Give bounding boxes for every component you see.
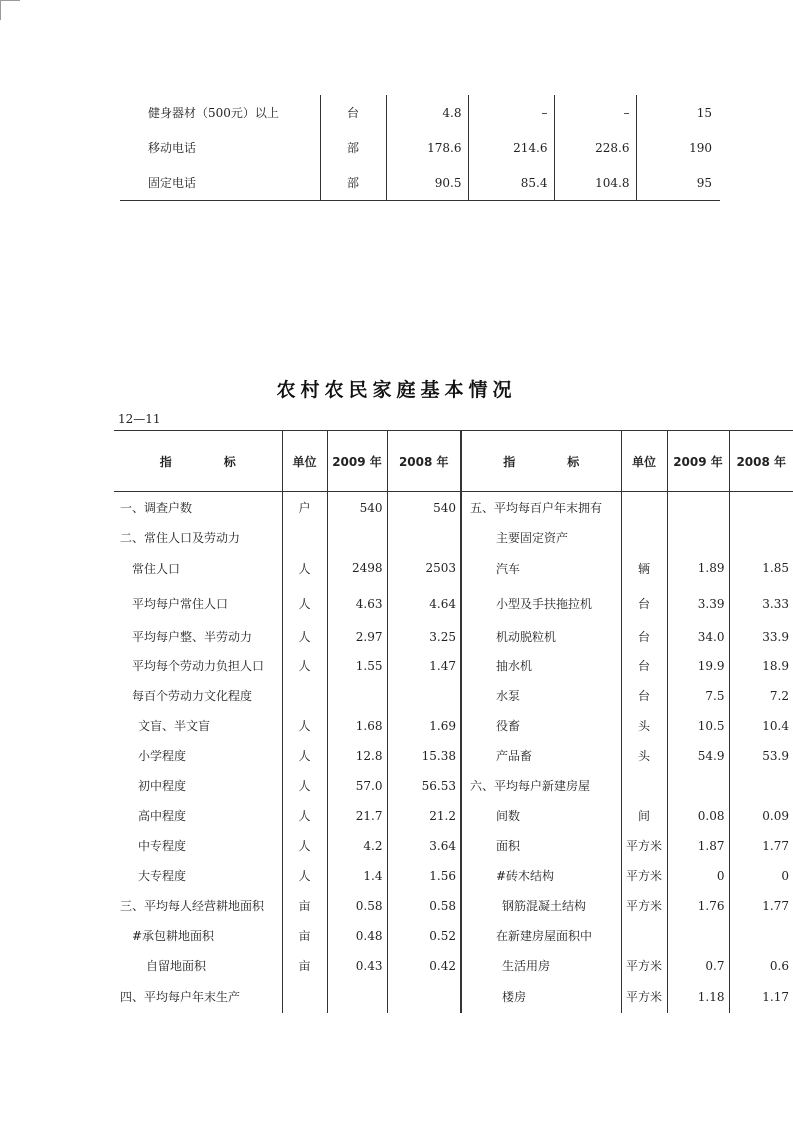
- value-cell: –: [468, 95, 554, 130]
- left-unit: [282, 524, 327, 552]
- header-2008-right: 2008 年: [729, 431, 793, 492]
- table-row: [114, 651, 793, 681]
- right-indicator: 主要固定资产: [461, 524, 621, 552]
- left-2008-value: [387, 681, 461, 711]
- right-2008-value: 18.9: [729, 651, 793, 681]
- right-unit: 台: [621, 585, 667, 623]
- page-title: 农村农民家庭基本情况: [276, 379, 517, 401]
- left-indicator: 每百个劳动力文化程度: [132, 689, 253, 703]
- left-2008-value: 1.69: [387, 711, 461, 741]
- right-indicator: 役畜: [461, 711, 621, 741]
- table-row: [114, 585, 793, 623]
- left-unit: 人: [282, 711, 327, 741]
- page-corner-mark: [0, 0, 1, 20]
- left-2008-value: 2503: [387, 552, 461, 585]
- right-unit: [621, 921, 667, 951]
- left-2009-value: 4.63: [327, 585, 387, 623]
- right-unit: 平方米: [621, 951, 667, 981]
- left-indicator: 二、常住人口及劳动力: [120, 531, 241, 545]
- right-2008-value: 0: [729, 861, 793, 891]
- right-2009-value: 10.5: [667, 711, 729, 741]
- left-unit: 人: [282, 552, 327, 585]
- top-table-row: [120, 165, 720, 201]
- right-indicator: 间数: [461, 801, 621, 831]
- right-indicator: 汽车: [461, 552, 621, 585]
- table-row: [114, 741, 793, 771]
- value-cell: 4.8: [386, 95, 468, 130]
- left-2009-value: 57.0: [327, 771, 387, 801]
- right-2009-value: 0: [667, 861, 729, 891]
- left-2009-value: 1.4: [327, 861, 387, 891]
- header-2009-right: 2009 年: [667, 431, 729, 492]
- top-table-row: [120, 95, 720, 130]
- left-unit: [282, 681, 327, 711]
- left-2009-value: 12.8: [327, 741, 387, 771]
- right-unit: [621, 771, 667, 801]
- left-unit: 人: [282, 623, 327, 651]
- right-indicator: 水泵: [461, 681, 621, 711]
- right-unit: 平方米: [621, 831, 667, 861]
- left-2009-value: [327, 524, 387, 552]
- right-unit: 间: [621, 801, 667, 831]
- left-2008-value: 15.38: [387, 741, 461, 771]
- table-row: [114, 951, 793, 981]
- left-unit: 人: [282, 585, 327, 623]
- right-indicator: 抽水机: [461, 651, 621, 681]
- header-unit-right: 单位: [621, 431, 667, 492]
- right-2008-value: 1.17: [729, 981, 793, 1013]
- right-2009-value: 1.89: [667, 552, 729, 585]
- table-row: [114, 681, 793, 711]
- left-indicator: 文盲、半文盲: [138, 719, 211, 733]
- right-2008-value: 7.2: [729, 681, 793, 711]
- right-unit: 平方米: [621, 891, 667, 921]
- right-unit: 平方米: [621, 981, 667, 1013]
- right-2008-value: 1.77: [729, 831, 793, 861]
- top-table-row: [120, 130, 720, 165]
- left-2008-value: 1.47: [387, 651, 461, 681]
- right-2008-value: 33.9: [729, 623, 793, 651]
- table-code: 12—11: [118, 412, 161, 426]
- right-2009-value: [667, 921, 729, 951]
- right-2009-value: [667, 771, 729, 801]
- left-2008-value: 3.25: [387, 623, 461, 651]
- right-2008-value: 10.4: [729, 711, 793, 741]
- table-row: [114, 801, 793, 831]
- value-cell: 214.6: [468, 130, 554, 165]
- left-indicator: 小学程度: [138, 749, 187, 763]
- right-indicator: 五、平均每百户年末拥有: [461, 492, 621, 524]
- table-row: [114, 711, 793, 741]
- header-2008: 2008 年: [387, 431, 461, 492]
- left-2008-value: 3.64: [387, 831, 461, 861]
- right-2009-value: 1.76: [667, 891, 729, 921]
- table-row: [114, 831, 793, 861]
- right-indicator: 小型及手扶拖拉机: [461, 585, 621, 623]
- left-2009-value: 4.2: [327, 831, 387, 861]
- left-2009-value: 0.43: [327, 951, 387, 981]
- right-2009-value: 0.7: [667, 951, 729, 981]
- rural-household-table: [114, 430, 793, 1013]
- right-unit: 辆: [621, 552, 667, 585]
- left-indicator: 一、调查户数: [120, 501, 193, 516]
- item-name: 固定电话: [120, 165, 320, 201]
- header-unit: 单位: [282, 431, 327, 492]
- right-unit: [621, 492, 667, 524]
- value-cell: 178.6: [386, 130, 468, 165]
- table-row: [114, 552, 793, 585]
- right-2009-value: [667, 524, 729, 552]
- left-2009-value: [327, 981, 387, 1013]
- item-unit: 部: [320, 165, 386, 201]
- header-indicator-left: 指 标: [114, 431, 282, 492]
- left-2008-value: 0.42: [387, 951, 461, 981]
- left-indicator: 自留地面积: [146, 959, 207, 973]
- table-row: [114, 524, 793, 552]
- item-name: 移动电话: [148, 141, 197, 155]
- left-indicator: 常住人口: [132, 561, 181, 576]
- left-2008-value: 0.58: [387, 891, 461, 921]
- right-2008-value: [729, 921, 793, 951]
- left-indicator: 中专程度: [138, 839, 187, 853]
- right-2008-value: 0.6: [729, 951, 793, 981]
- right-unit: 台: [621, 681, 667, 711]
- value-cell: 15: [636, 95, 720, 130]
- right-2008-value: 53.9: [729, 741, 793, 771]
- right-2008-value: [729, 771, 793, 801]
- left-2008-value: 0.52: [387, 921, 461, 951]
- right-2009-value: 0.08: [667, 801, 729, 831]
- left-2009-value: 0.48: [327, 921, 387, 951]
- item-name: 健身器材（500元）以上: [148, 106, 279, 120]
- value-cell: 95: [636, 165, 720, 201]
- right-unit: 平方米: [621, 861, 667, 891]
- left-unit: 人: [282, 861, 327, 891]
- value-cell: 90.5: [386, 165, 468, 201]
- right-indicator: 机动脱粒机: [461, 623, 621, 651]
- left-indicator: 大专程度: [138, 869, 187, 883]
- top-partial-table: [120, 95, 720, 201]
- value-cell: 190: [636, 130, 720, 165]
- item-unit: 台: [320, 95, 386, 130]
- left-2008-value: [387, 981, 461, 1013]
- left-unit: 人: [282, 831, 327, 861]
- right-2009-value: 1.87: [667, 831, 729, 861]
- left-2009-value: 2498: [327, 552, 387, 585]
- left-indicator: 初中程度: [138, 779, 187, 793]
- left-2008-value: 540: [387, 492, 461, 524]
- right-indicator: 生活用房: [461, 951, 621, 981]
- right-2008-value: 0.09: [729, 801, 793, 831]
- right-2009-value: 1.18: [667, 981, 729, 1013]
- right-2009-value: 3.39: [667, 585, 729, 623]
- left-2009-value: 2.97: [327, 623, 387, 651]
- table-row: [114, 981, 793, 1013]
- right-2008-value: 1.85: [729, 552, 793, 585]
- left-2009-value: 1.68: [327, 711, 387, 741]
- left-2008-value: 21.2: [387, 801, 461, 831]
- right-unit: 头: [621, 741, 667, 771]
- left-indicator: 三、平均每人经营耕地面积: [120, 899, 265, 913]
- left-unit: 亩: [282, 951, 327, 981]
- item-unit: 部: [320, 130, 386, 165]
- page-corner-mark: [0, 0, 20, 1]
- left-2009-value: 540: [327, 492, 387, 524]
- left-unit: 人: [282, 651, 327, 681]
- right-2009-value: [667, 492, 729, 524]
- table-row: [114, 861, 793, 891]
- header-2009: 2009 年: [327, 431, 387, 492]
- value-cell: 228.6: [554, 130, 636, 165]
- left-2009-value: 21.7: [327, 801, 387, 831]
- left-2008-value: 56.53: [387, 771, 461, 801]
- header-indicator-right: 指 标: [461, 431, 621, 492]
- table-row: [114, 921, 793, 951]
- right-unit: 头: [621, 711, 667, 741]
- right-2008-value: [729, 524, 793, 552]
- right-2008-value: 1.77: [729, 891, 793, 921]
- left-2008-value: 1.56: [387, 861, 461, 891]
- left-2008-value: 4.64: [387, 585, 461, 623]
- table-row: [114, 623, 793, 651]
- right-indicator: 面积: [461, 831, 621, 861]
- left-indicator: 平均每个劳动力负担人口: [132, 659, 265, 673]
- right-indicator: 产品畜: [461, 741, 621, 771]
- table-row: [114, 891, 793, 921]
- left-unit: 亩: [282, 891, 327, 921]
- table-header-row: [114, 431, 793, 492]
- table-row: [114, 492, 793, 524]
- right-2009-value: 34.0: [667, 623, 729, 651]
- right-indicator: #砖木结构: [461, 861, 621, 891]
- value-cell: 104.8: [554, 165, 636, 201]
- right-unit: 台: [621, 623, 667, 651]
- right-2009-value: 54.9: [667, 741, 729, 771]
- right-indicator: 楼房: [461, 981, 621, 1013]
- left-indicator: 平均每户常住人口: [132, 597, 229, 611]
- left-indicator: 平均每户整、半劳动力: [132, 630, 253, 644]
- left-indicator: 四、平均每户年末生产: [120, 990, 241, 1004]
- right-indicator: 钢筋混凝土结构: [461, 891, 621, 921]
- left-indicator: 高中程度: [138, 809, 187, 823]
- left-unit: 亩: [282, 921, 327, 951]
- left-2008-value: [387, 524, 461, 552]
- right-2009-value: 19.9: [667, 651, 729, 681]
- right-indicator: 在新建房屋面积中: [461, 921, 621, 951]
- table-row: [114, 771, 793, 801]
- left-unit: 户: [282, 492, 327, 524]
- left-unit: 人: [282, 801, 327, 831]
- right-indicator: 六、平均每户新建房屋: [461, 771, 621, 801]
- left-indicator: #承包耕地面积: [132, 929, 215, 943]
- left-unit: 人: [282, 741, 327, 771]
- left-2009-value: [327, 681, 387, 711]
- right-2008-value: 3.33: [729, 585, 793, 623]
- left-2009-value: 0.58: [327, 891, 387, 921]
- left-unit: 人: [282, 771, 327, 801]
- value-cell: 85.4: [468, 165, 554, 201]
- right-unit: 台: [621, 651, 667, 681]
- left-2009-value: 1.55: [327, 651, 387, 681]
- value-cell: –: [554, 95, 636, 130]
- right-unit: [621, 524, 667, 552]
- right-2009-value: 7.5: [667, 681, 729, 711]
- right-2008-value: [729, 492, 793, 524]
- left-unit: [282, 981, 327, 1013]
